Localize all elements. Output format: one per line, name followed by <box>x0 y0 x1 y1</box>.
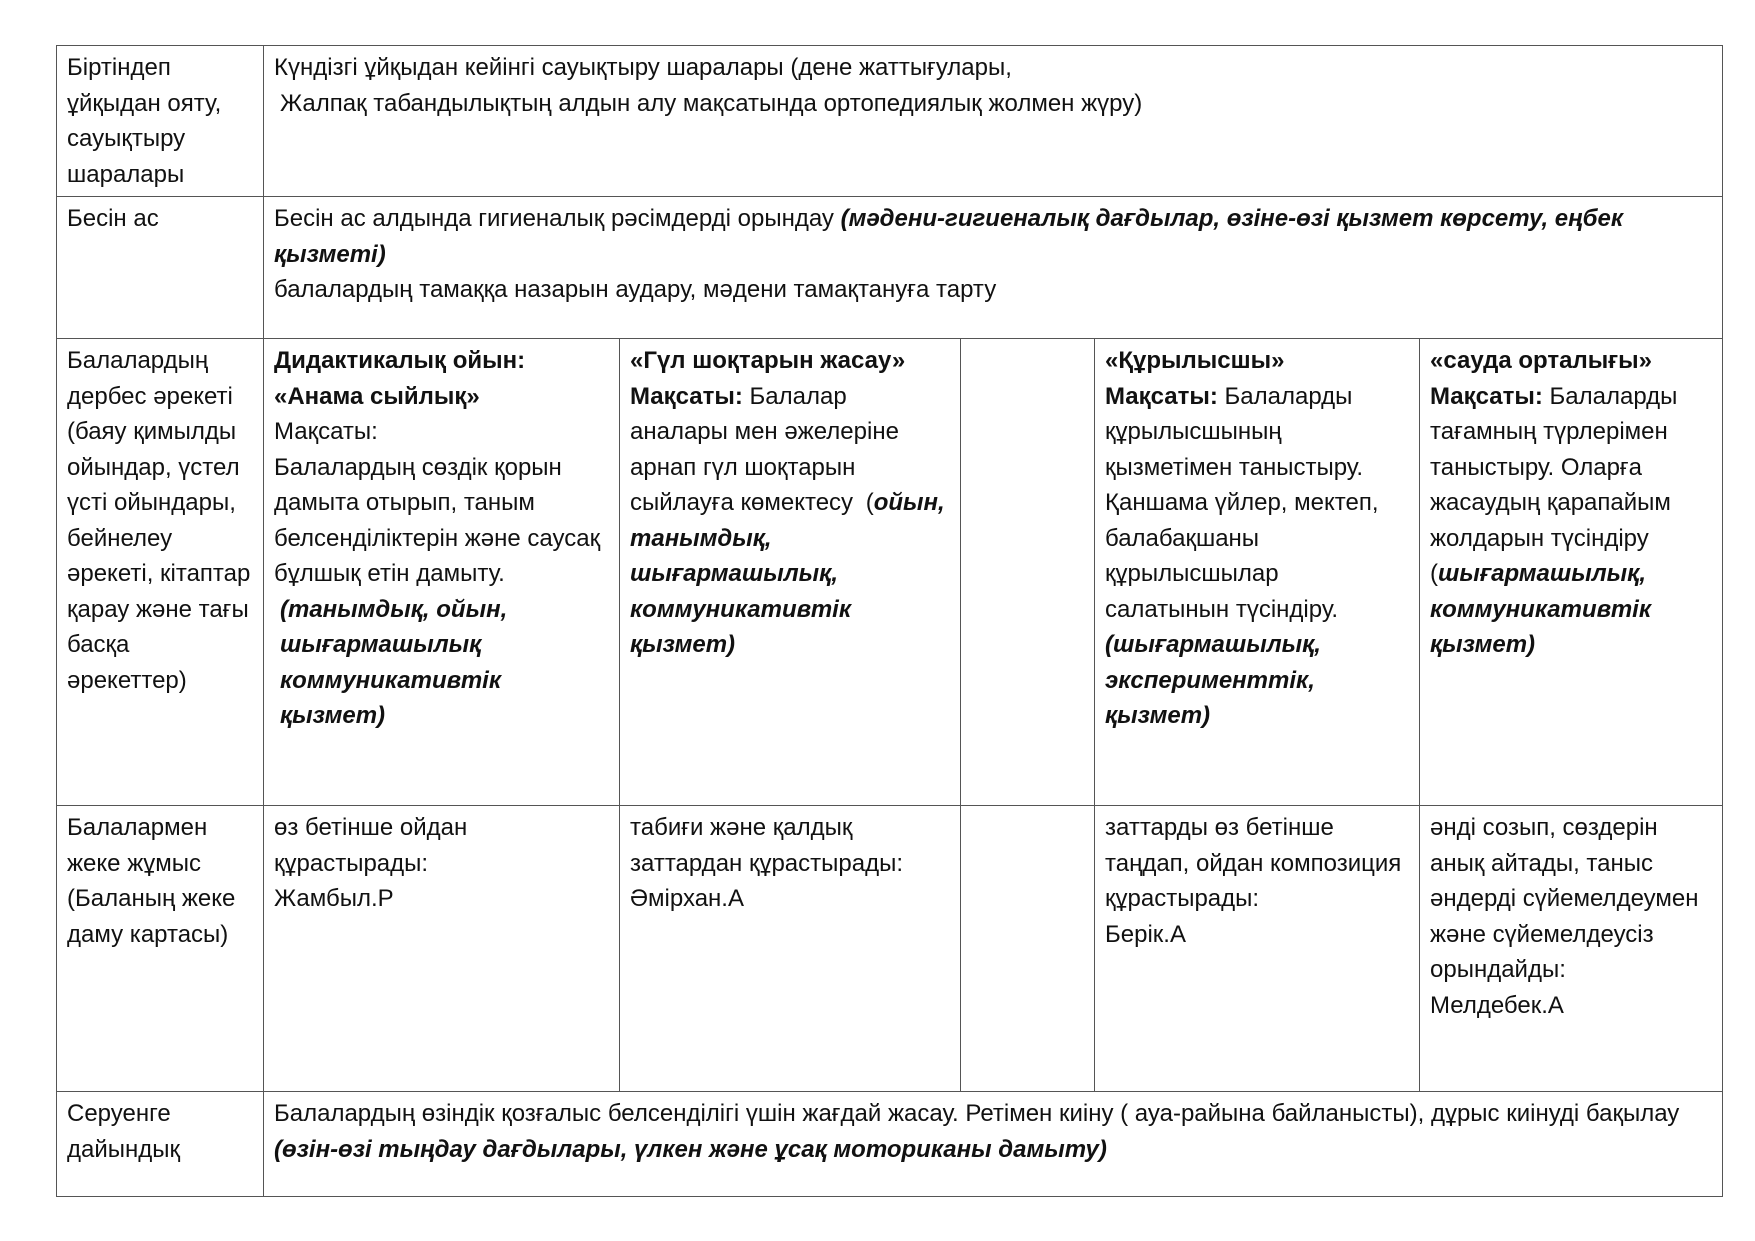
individual-5-child-name: Мелдебек.А <box>1430 991 1564 1019</box>
activity-cell-1 <box>264 339 620 806</box>
row-label-snack: Бесін ас <box>57 197 264 339</box>
individual-4-text: заттарды өз бетінше таңдап, ойдан композиция құрастырады: <box>1105 814 1402 912</box>
table-row-wake <box>57 46 1723 197</box>
activity-2-tags: ойын, танымдық, шығармашылық, коммуникативтік қызмет) <box>630 489 945 658</box>
activity-cell-4 <box>1095 339 1420 806</box>
individual-1-child-name: Жамбыл.Р <box>274 885 394 912</box>
activity-2-goal-label: Мақсаты: <box>630 382 743 410</box>
individual-5-text: әнді созып, сөздерін анық айтады, таныс әндерді сүйемелдеумен және сүйемелдеусіз орындайды: <box>1430 814 1699 983</box>
activity-2-goal: Балалар аналары мен әжелеріне арнап гүл шоқтарын сыйлауға көмектесу <box>630 382 899 516</box>
walk-text-1: Балалардың өзіндік қозғалыс белсенділігі үшін жағдай жасау. Ретімен киіну ( ауа-райына байланысты), дұрыс киінуді бақылау <box>274 1100 1680 1127</box>
individual-cell-4 <box>1095 806 1420 1092</box>
individual-cell-2 <box>620 806 961 1092</box>
snack-skills-tags: (мәдени-гигиеналық дағдылар, өзіне-өзі қызмет көрсету, еңбек қызметі) <box>274 205 1623 268</box>
activity-5-tags-open: ( <box>1430 560 1438 587</box>
table-row-individual <box>57 806 1723 1092</box>
activity-1-goal: Балалардың сөздік қорын дамыта отырып, таным белсенділіктерін және саусақ бұлшық етін дамыту. <box>274 453 601 587</box>
activity-cell-3-empty <box>961 339 1095 806</box>
activity-1-title: Дидактикалық ойын: «Анама сыйлық» <box>274 347 526 410</box>
activity-cell-5 <box>1420 339 1723 806</box>
snack-text-2: балалардың тамаққа назарын аудару, мәдени тамақтануға тарту <box>274 276 997 303</box>
row-label-individual: Балалармен жеке жұмыс (Баланың жеке даму картасы) <box>57 806 264 1092</box>
wake-line-1: Күндізгі ұйқыдан кейінгі сауықтыру шаралары (дене жаттығулары, <box>274 54 1012 81</box>
activity-2-title: «Гүл шоқтарын жасау» <box>630 347 906 374</box>
daily-plan-table <box>56 45 1723 1197</box>
table-row-snack <box>57 197 1723 339</box>
activity-1-tags: (танымдық, ойын, шығармашылық коммуникативтік қызмет) <box>280 595 508 729</box>
cell-wake-content <box>264 46 1723 197</box>
activity-5-title: «сауда орталығы» <box>1430 347 1653 374</box>
activity-5-goal: Балаларды тағамның түрлерімен таныстыру. Оларға жасаудың қарапайым жолдарын түсіндіру <box>1430 382 1678 552</box>
individual-2-text: табиғи және қалдық заттардан құрастырады: <box>630 814 904 877</box>
activity-5-goal-label: Мақсаты: <box>1430 382 1543 410</box>
table-row-activity <box>57 339 1723 806</box>
row-label-activity: Балалардың дербес әрекеті (баяу қимылды ойындар, үстел үсті ойындары, бейнелеу әрекеті, кітаптар қарау және тағы басқа әрекеттер) <box>57 339 264 806</box>
activity-cell-2 <box>620 339 961 806</box>
walk-skills-tags: (өзін-өзі тыңдау дағдылары, үлкен және ұсақ моториканы дамыту) <box>274 1135 1107 1163</box>
table-row-walk <box>57 1092 1723 1197</box>
activity-4-goal-label: Мақсаты: <box>1105 382 1218 410</box>
activity-1-goal-label: Мақсаты: <box>274 418 378 445</box>
activity-4-goal: Балаларды құрылысшының қызметімен таныстыру. Қаншама үйлер, мектеп, балабақшаны құрылысшылар салатынын түсіндіру. <box>1105 382 1379 623</box>
activity-4-title: «Құрылысшы» <box>1105 347 1285 374</box>
individual-2-child-name: Әмірхан.А <box>630 885 744 912</box>
wake-line-2: Жалпақ табандылықтың алдын алу мақсатында ортопедиялық жолмен жүру) <box>280 89 1143 117</box>
individual-cell-3-empty <box>961 806 1095 1092</box>
row-label-wake: Біртіндеп ұйқыдан ояту, сауықтыру шаралары <box>57 46 264 197</box>
activity-2-tags-open: ( <box>865 489 874 516</box>
individual-cell-5 <box>1420 806 1723 1092</box>
individual-1-text: өз бетінше ойдан құрастырады: <box>274 814 468 877</box>
activity-5-tags: шығармашылық, коммуникативтік қызмет) <box>1430 560 1651 658</box>
cell-snack-content <box>264 197 1723 339</box>
snack-text-1: Бесін ас алдында гигиеналық рәсімдерді орындау <box>274 205 841 232</box>
activity-4-tags: (шығармашылық, эксперименттік, қызмет) <box>1105 631 1321 729</box>
individual-cell-1 <box>264 806 620 1092</box>
row-label-walk: Серуенге дайындық <box>57 1092 264 1197</box>
individual-4-child-name: Берік.А <box>1105 920 1186 948</box>
cell-walk-content <box>264 1092 1723 1197</box>
